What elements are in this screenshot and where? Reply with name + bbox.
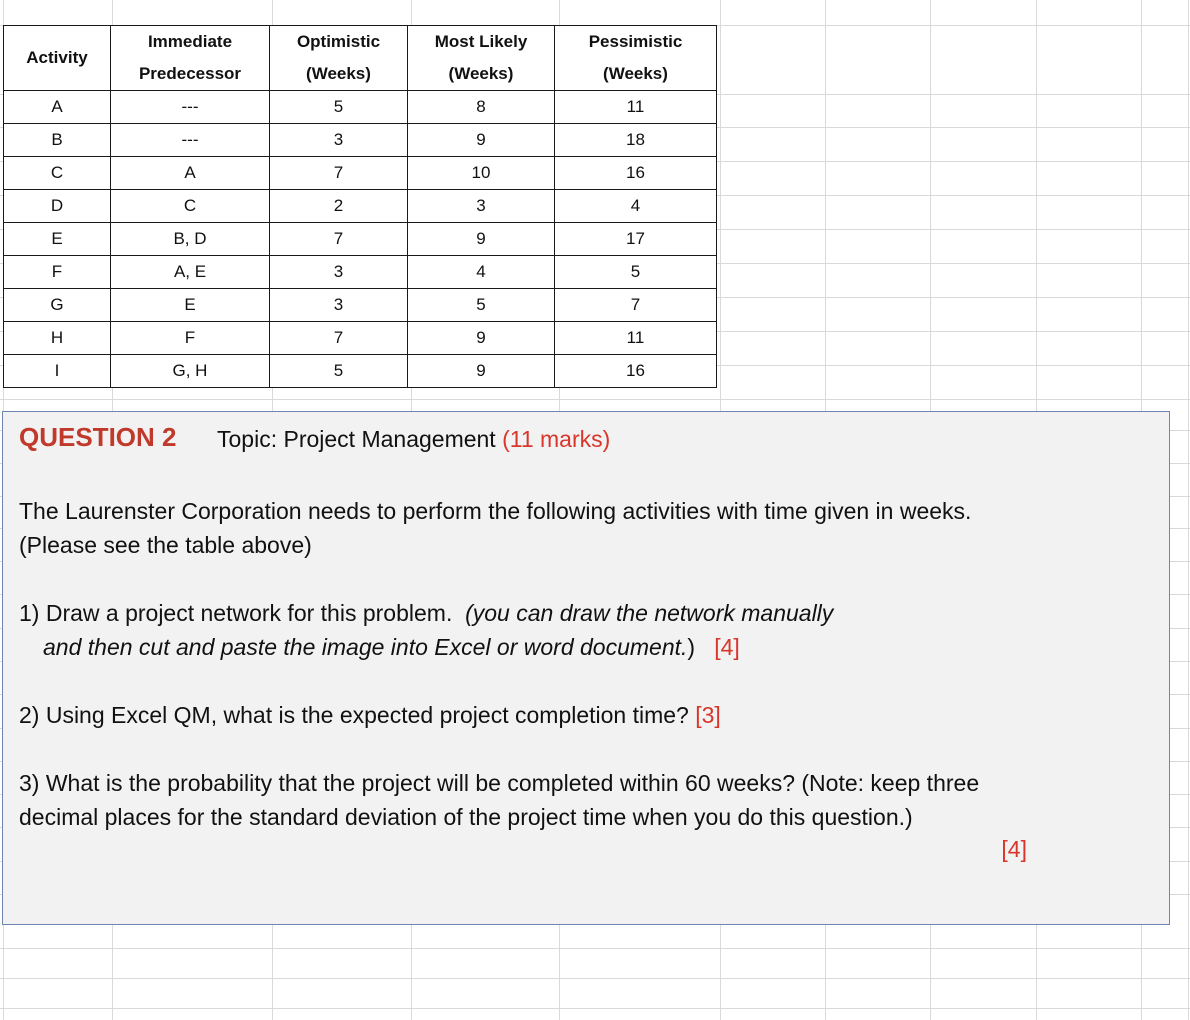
header-optimistic: Optimistic (Weeks) — [270, 26, 408, 91]
table-cell[interactable]: 9 — [408, 322, 555, 355]
table-row — [4, 355, 717, 388]
table-row — [4, 256, 717, 289]
table-cell[interactable]: G — [4, 289, 111, 322]
table-cell[interactable]: F — [4, 256, 111, 289]
table-cell[interactable]: 16 — [555, 355, 717, 388]
table-cell[interactable]: 3 — [408, 190, 555, 223]
table-header-row — [4, 26, 717, 91]
table-cell[interactable]: H — [4, 322, 111, 355]
table-cell[interactable]: 8 — [408, 91, 555, 124]
table-cell[interactable]: B — [4, 124, 111, 157]
table-row — [4, 91, 717, 124]
subquestion-3: 3) What is the probability that the project will be completed within 60 weeks? (Note: keep three decimal places for the standard deviation of the project time when you do this question.) — [19, 770, 980, 830]
subquestion-2: 2) Using Excel QM, what is the expected project completion time? [3] — [19, 702, 721, 728]
table-cell[interactable]: 9 — [408, 124, 555, 157]
table-cell[interactable]: 17 — [555, 223, 717, 256]
table-cell[interactable]: C — [111, 190, 270, 223]
question-intro: The Laurenster Corporation needs to perform the following activities with time given in weeks. (Please see the table above) — [19, 498, 972, 558]
question-title: QUESTION 2 — [19, 422, 177, 452]
table-cell[interactable]: A — [4, 91, 111, 124]
table-cell[interactable]: 4 — [408, 256, 555, 289]
table-cell[interactable]: 7 — [555, 289, 717, 322]
question-topic: Topic: Project Management (11 marks) — [217, 426, 611, 452]
subquestion-1: 1) Draw a project network for this problem. (you can draw the network manually and then cut and paste the image into Excel or word document.) [4] — [19, 600, 834, 660]
table-cell[interactable]: 5 — [408, 289, 555, 322]
table-cell[interactable]: 9 — [408, 355, 555, 388]
table-cell[interactable]: 16 — [555, 157, 717, 190]
table-cell[interactable]: C — [4, 157, 111, 190]
table-cell[interactable]: A, E — [111, 256, 270, 289]
subquestion-3-marks: [4] — [1001, 836, 1027, 862]
table-row — [4, 124, 717, 157]
subquestion-1-marks: [4] — [714, 634, 740, 660]
table-cell[interactable]: --- — [111, 91, 270, 124]
table-cell[interactable]: 4 — [555, 190, 717, 223]
table-cell[interactable]: 7 — [270, 157, 408, 190]
table-cell[interactable]: 7 — [270, 223, 408, 256]
table-cell[interactable]: 7 — [270, 322, 408, 355]
table-row — [4, 322, 717, 355]
table-row — [4, 223, 717, 256]
table-cell[interactable]: 11 — [555, 322, 717, 355]
table-cell[interactable]: 3 — [270, 124, 408, 157]
question-marks: (11 marks) — [502, 426, 611, 452]
table-cell[interactable]: 5 — [555, 256, 717, 289]
table-cell[interactable]: 9 — [408, 223, 555, 256]
table-cell[interactable]: G, H — [111, 355, 270, 388]
question-textbox[interactable] — [2, 411, 1170, 925]
header-most-likely: Most Likely (Weeks) — [408, 26, 555, 91]
table-cell[interactable]: 2 — [270, 190, 408, 223]
table-cell[interactable]: D — [4, 190, 111, 223]
table-cell[interactable]: E — [4, 223, 111, 256]
header-predecessor: Immediate Predecessor — [111, 26, 270, 91]
table-cell[interactable]: E — [111, 289, 270, 322]
table-cell[interactable]: --- — [111, 124, 270, 157]
table-cell[interactable]: 5 — [270, 91, 408, 124]
header-pessimistic: Pessimistic (Weeks) — [555, 26, 717, 91]
table-row — [4, 289, 717, 322]
table-cell[interactable]: 3 — [270, 289, 408, 322]
table-cell[interactable]: B, D — [111, 223, 270, 256]
table-cell[interactable]: 11 — [555, 91, 717, 124]
table-cell[interactable]: 18 — [555, 124, 717, 157]
table-row — [4, 157, 717, 190]
table-cell[interactable]: I — [4, 355, 111, 388]
table-row — [4, 190, 717, 223]
table-cell[interactable]: F — [111, 322, 270, 355]
table-cell[interactable]: 10 — [408, 157, 555, 190]
subquestion-2-marks: [3] — [695, 702, 721, 728]
table-cell[interactable]: 3 — [270, 256, 408, 289]
header-activity: Activity — [4, 26, 111, 91]
activity-table — [3, 25, 717, 388]
table-cell[interactable]: A — [111, 157, 270, 190]
table-cell[interactable]: 5 — [270, 355, 408, 388]
